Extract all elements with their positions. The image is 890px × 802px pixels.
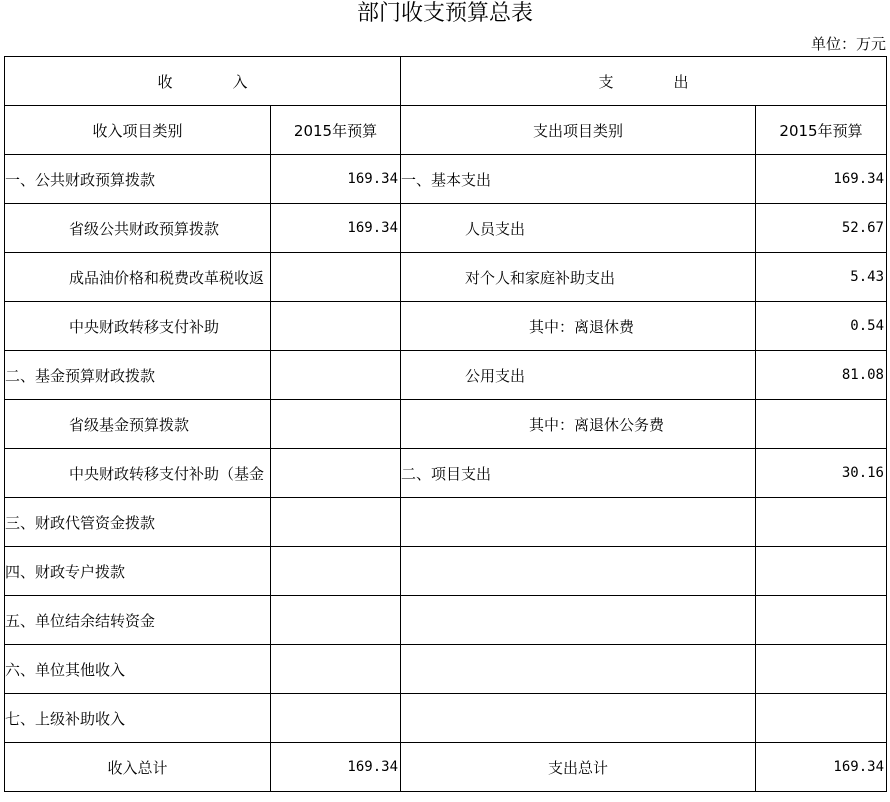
income-value xyxy=(271,302,401,351)
expense-header-char-2: 出 xyxy=(673,72,689,91)
income-value xyxy=(271,645,401,694)
table-row xyxy=(5,449,887,498)
income-value xyxy=(271,253,401,302)
expense-total-value: 169.34 xyxy=(756,743,887,792)
income-value xyxy=(271,400,401,449)
income-header-char-1: 收 xyxy=(157,72,173,91)
expense-item xyxy=(401,498,756,547)
expense-value xyxy=(756,694,887,743)
table-row xyxy=(5,253,887,302)
income-item: 二、基金预算财政拨款 xyxy=(5,351,271,400)
expense-item xyxy=(401,645,756,694)
expense-item: 公用支出 xyxy=(401,351,756,400)
income-item: 五、单位结余结转资金 xyxy=(5,596,271,645)
income-item: 省级公共财政预算拨款 xyxy=(5,204,271,253)
income-item: 成品油价格和税费改革税收返 xyxy=(5,253,271,302)
income-value: 169.34 xyxy=(271,155,401,204)
income-total-value: 169.34 xyxy=(271,743,401,792)
expense-item: 其中：离退休费 xyxy=(401,302,756,351)
budget-table xyxy=(4,56,887,792)
income-item: 省级基金预算拨款 xyxy=(5,400,271,449)
expense-value: 5.43 xyxy=(756,253,887,302)
header-row-main xyxy=(5,57,887,106)
table-row xyxy=(5,547,887,596)
expense-budget-header: 2015年预算 xyxy=(756,106,887,155)
income-item: 四、财政专户拨款 xyxy=(5,547,271,596)
income-budget-header: 2015年预算 xyxy=(271,106,401,155)
table-row xyxy=(5,498,887,547)
table-row xyxy=(5,645,887,694)
header-row-sub xyxy=(5,106,887,155)
table-row xyxy=(5,351,887,400)
total-row xyxy=(5,743,887,792)
expense-value xyxy=(756,498,887,547)
expense-item: 二、项目支出 xyxy=(401,449,756,498)
expense-item xyxy=(401,694,756,743)
expense-value: 0.54 xyxy=(756,302,887,351)
income-value: 169.34 xyxy=(271,204,401,253)
income-header-char-2: 入 xyxy=(232,72,248,91)
income-value xyxy=(271,596,401,645)
income-item: 中央财政转移支付补助（基金 xyxy=(5,449,271,498)
income-value xyxy=(271,547,401,596)
expense-header-char-1: 支 xyxy=(598,72,614,91)
income-value xyxy=(271,498,401,547)
unit-label: 单位：万元 xyxy=(810,35,886,53)
income-value xyxy=(271,351,401,400)
expense-total-label: 支出总计 xyxy=(401,743,756,792)
table-row xyxy=(5,204,887,253)
table-row xyxy=(5,400,887,449)
expense-item: 其中：离退休公务费 xyxy=(401,400,756,449)
income-item: 六、单位其他收入 xyxy=(5,645,271,694)
expense-item xyxy=(401,547,756,596)
expense-value: 52.67 xyxy=(756,204,887,253)
table-row xyxy=(5,302,887,351)
expense-value: 169.34 xyxy=(756,155,887,204)
expense-item: 对个人和家庭补助支出 xyxy=(401,253,756,302)
table-row xyxy=(5,155,887,204)
income-value xyxy=(271,449,401,498)
income-item: 中央财政转移支付补助 xyxy=(5,302,271,351)
expense-value xyxy=(756,596,887,645)
expense-item xyxy=(401,596,756,645)
income-item: 七、上级补助收入 xyxy=(5,694,271,743)
page-title: 部门收支预算总表 xyxy=(356,1,533,26)
table-row xyxy=(5,694,887,743)
income-total-label: 收入总计 xyxy=(5,743,271,792)
expense-value: 81.08 xyxy=(756,351,887,400)
expense-item: 人员支出 xyxy=(401,204,756,253)
table-row xyxy=(5,596,887,645)
expense-value: 30.16 xyxy=(756,449,887,498)
income-value xyxy=(271,694,401,743)
income-category-header: 收入项目类别 xyxy=(5,106,271,155)
income-header xyxy=(5,57,401,106)
expense-item: 一、基本支出 xyxy=(401,155,756,204)
expense-category-header: 支出项目类别 xyxy=(401,106,756,155)
expense-value xyxy=(756,645,887,694)
income-item: 一、公共财政预算拨款 xyxy=(5,155,271,204)
income-item: 三、财政代管资金拨款 xyxy=(5,498,271,547)
expense-value xyxy=(756,547,887,596)
expense-value xyxy=(756,400,887,449)
expense-header xyxy=(401,57,887,106)
